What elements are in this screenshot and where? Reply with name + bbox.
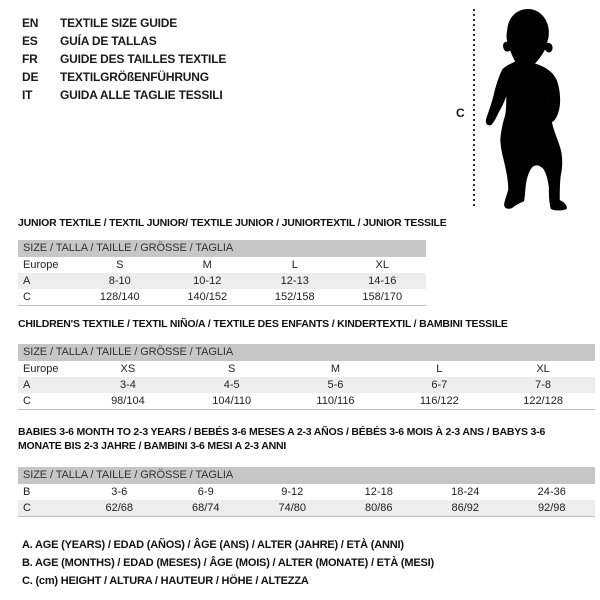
language-code: FR	[22, 52, 38, 66]
cell-value: 14-16	[368, 275, 397, 287]
height-measure-label-c: C	[456, 106, 465, 120]
language-row	[22, 86, 226, 104]
cell-value: XL	[536, 363, 550, 375]
cell-value: 104/110	[212, 395, 252, 407]
row-label: A	[23, 275, 31, 287]
language-list	[22, 14, 226, 104]
language-code: IT	[22, 88, 33, 102]
table-row	[18, 484, 595, 500]
cell-value: XL	[375, 259, 389, 271]
cell-value: 9-12	[281, 486, 304, 498]
cell-value: M	[202, 259, 212, 271]
size-header-bar: SIZE / TALLA / TAILLE / GRÖSSE / TAGLIA	[18, 240, 426, 257]
language-row	[22, 32, 226, 50]
cell-value: 68/74	[191, 502, 220, 514]
row-label: Europe	[23, 363, 59, 375]
row-label: C	[23, 291, 31, 303]
cell-value: 128/140	[99, 291, 140, 303]
table-row	[18, 257, 426, 273]
cell-value: 74/80	[278, 502, 307, 514]
cell-value: 5-6	[327, 379, 344, 391]
cell-value: 92/98	[537, 502, 566, 514]
language-label: TEXTILE SIZE GUIDE	[60, 16, 178, 30]
row-label: Europe	[23, 259, 59, 271]
size-header-bar: SIZE / TALLA / TAILLE / GRÖSSE / TAGLIA	[18, 467, 595, 484]
cell-value: 3-6	[111, 486, 128, 498]
table-row	[18, 500, 595, 516]
table-title: BABIES 3-6 MONTH TO 2-3 YEARS / BEBÉS 3-6 MESES A 2-3 AÑOS / BÉBÉS 3-6 MOIS À 2-3 ANS / BABYS 3-6 MONATE BIS 2-3 JAHRE / BAMBINI 3-6 MESI A 2-3 ANNI	[18, 426, 546, 452]
language-code: EN	[22, 16, 39, 30]
cell-value: 18-24	[451, 486, 480, 498]
cell-value: S	[228, 363, 236, 375]
junior-textile-table	[18, 217, 447, 306]
language-row	[22, 68, 226, 86]
babies-textile-table	[18, 425, 595, 517]
cell-value: 158/170	[362, 291, 403, 303]
table-row	[18, 393, 595, 409]
footnote: A. AGE (YEARS) / EDAD (AÑOS) / ÂGE (ANS) / ALTER (JAHRE) / ETÀ (ANNI)	[22, 539, 404, 551]
cell-value: L	[291, 259, 298, 271]
cell-value: 8-10	[108, 275, 131, 287]
row-label: C	[23, 502, 31, 514]
language-row	[22, 14, 226, 32]
table-title: JUNIOR TEXTILE / TEXTIL JUNIOR/ TEXTILE JUNIOR / JUNIORTEXTIL / JUNIOR TESSILE	[18, 217, 447, 229]
cell-value: 62/68	[105, 502, 134, 514]
cell-value: 7-8	[535, 379, 552, 391]
cell-value: 80/86	[364, 502, 393, 514]
cell-value: XS	[120, 363, 136, 375]
cell-value: 140/152	[187, 291, 228, 303]
table-rows	[18, 484, 595, 517]
cell-value: 24-36	[537, 486, 566, 498]
cell-value: 98/104	[111, 395, 145, 407]
table-row	[18, 361, 595, 377]
language-label: GUIDA ALLE TAGLIE TESSILI	[60, 88, 223, 102]
table-rows	[18, 257, 426, 306]
footnote-list	[22, 536, 434, 590]
language-label: GUIDE DES TAILLES TEXTILE	[60, 52, 227, 66]
row-label: A	[23, 379, 31, 391]
cell-value: 122/128	[523, 395, 563, 407]
toddler-silhouette-icon	[478, 6, 590, 212]
row-label: C	[23, 395, 31, 407]
cell-value: 6-9	[197, 486, 214, 498]
language-label: GUÍA DE TALLAS	[60, 34, 157, 48]
cell-value: 152/158	[274, 291, 315, 303]
size-header-bar: SIZE / TALLA / TAILLE / GRÖSSE / TAGLIA	[18, 344, 595, 361]
cell-value: L	[436, 363, 443, 375]
cell-value: 4-5	[223, 379, 240, 391]
table-title: CHILDREN'S TEXTILE / TEXTIL NIÑO/A / TEXTILE DES ENFANTS / KINDERTEXTIL / BAMBINI TESSILE	[18, 318, 508, 330]
cell-value: S	[116, 259, 124, 271]
childrens-textile-table	[18, 318, 595, 410]
row-label: B	[23, 486, 31, 498]
height-measure-dashed-line	[473, 9, 475, 206]
cell-value: 110/116	[316, 395, 355, 407]
language-code: ES	[22, 34, 38, 48]
table-row	[18, 289, 426, 305]
table-rows	[18, 361, 595, 410]
cell-value: 12-18	[364, 486, 393, 498]
footnote: B. AGE (MONTHS) / EDAD (MESES) / ÂGE (MOIS) / ALTER (MONATE) / ETÀ (MESI)	[22, 557, 434, 569]
cell-value: 10-12	[193, 275, 222, 287]
footnote: C. (cm) HEIGHT / ALTURA / HAUTEUR / HÖHE / ALTEZZA	[22, 575, 309, 587]
language-code: DE	[22, 70, 39, 84]
cell-value: 3-4	[119, 379, 136, 391]
cell-value: 116/122	[419, 395, 459, 407]
language-row	[22, 50, 226, 68]
cell-value: M	[330, 363, 341, 375]
cell-value: 86/92	[451, 502, 480, 514]
table-row	[18, 273, 426, 289]
cell-value: 12-13	[280, 275, 309, 287]
table-row	[18, 377, 595, 393]
language-label: TEXTILGRÖßENFÜHRUNG	[60, 70, 209, 84]
cell-value: 6-7	[431, 379, 448, 391]
